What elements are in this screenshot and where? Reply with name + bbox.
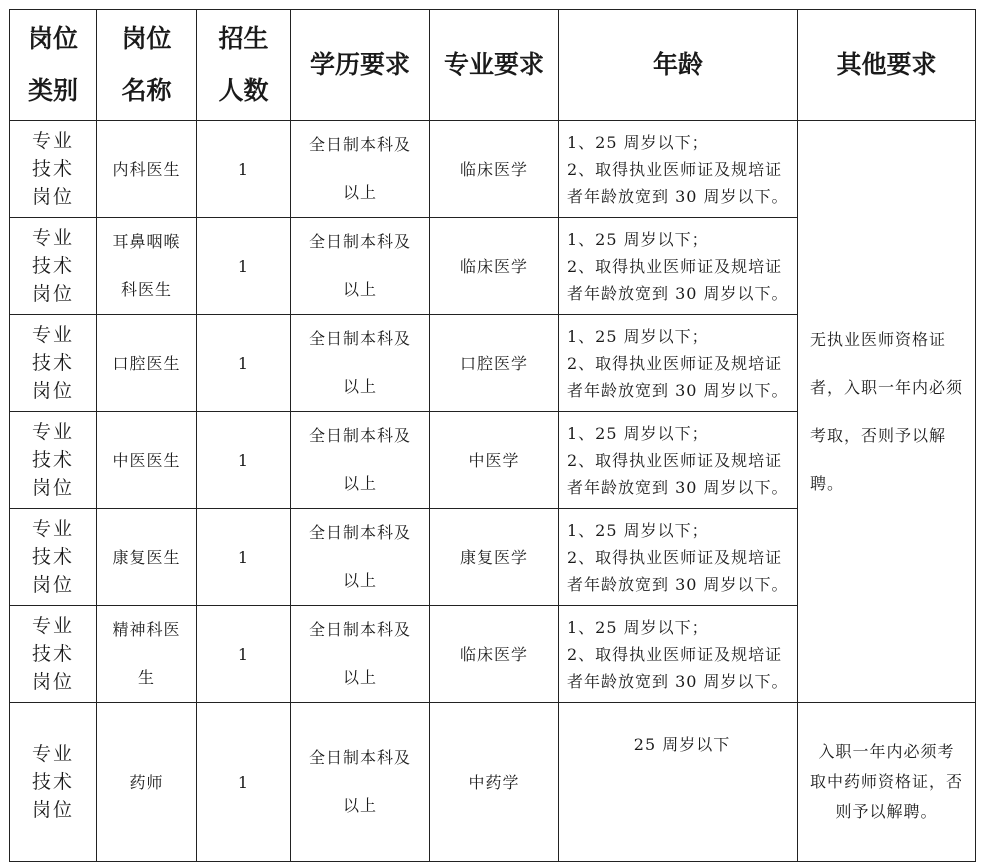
cell-text: 取中药师资格证，否 (809, 772, 963, 791)
cell-category (10, 412, 97, 509)
cell-text: 1、25 周岁以下； (567, 326, 709, 346)
cell-text: 以上 (342, 377, 377, 396)
cell-age (559, 218, 798, 315)
header-major (430, 10, 559, 121)
cell-age (559, 121, 798, 218)
cell-education (291, 703, 430, 862)
cell-text: 全日制本科及 (308, 748, 411, 767)
cell-position-name (97, 121, 197, 218)
cell-age (559, 703, 798, 862)
cell-major: 中药学 (430, 703, 559, 862)
cell-text: 精神科医 (112, 620, 181, 639)
cell-text: 岗位 (31, 671, 74, 693)
cell-text: 25 周岁以下 (633, 735, 731, 754)
cell-text: 岗位 (31, 283, 74, 305)
cell-text: 2、取得执业医师证及规培证 (567, 256, 783, 276)
cell-text: 2、取得执业医师证及规培证 (567, 644, 783, 664)
cell-text: 专业 (31, 518, 74, 540)
cell-major: 临床医学 (430, 121, 559, 218)
cell-text: 技术 (31, 546, 74, 568)
cell-age (559, 606, 798, 703)
cell-text: 全日制本科及 (308, 135, 411, 154)
cell-text: 科医生 (120, 280, 172, 299)
cell-text: 以上 (342, 796, 377, 815)
cell-text: 生 (137, 668, 155, 687)
cell-category (10, 121, 97, 218)
cell-position-name (97, 509, 197, 606)
cell-text: 专业 (31, 324, 74, 346)
cell-text: 技术 (31, 352, 74, 374)
cell-text: 者年龄放宽到 30 周岁以下。 (567, 283, 789, 303)
cell-position-name (97, 412, 197, 509)
cell-position-name (97, 703, 197, 862)
table-row (10, 121, 976, 218)
cell-text: 技术 (31, 643, 74, 665)
cell-text: 1、25 周岁以下； (567, 520, 709, 540)
cell-text: 全日制本科及 (308, 620, 411, 639)
cell-major: 临床医学 (430, 606, 559, 703)
cell-education (291, 509, 430, 606)
cell-major: 中医学 (430, 412, 559, 509)
cell-count: 1 (197, 121, 291, 218)
header-text: 学历要求 (309, 50, 410, 79)
cell-text: 岗位 (31, 380, 74, 402)
cell-text: 以上 (342, 280, 377, 299)
cell-text: 技术 (31, 158, 74, 180)
cell-other-shared (798, 121, 976, 703)
cell-text: 者年龄放宽到 30 周岁以下。 (567, 574, 789, 594)
cell-text: 者年龄放宽到 30 周岁以下。 (567, 186, 789, 206)
cell-education (291, 218, 430, 315)
cell-text: 岗位 (31, 799, 74, 821)
header-text: 岗位 (27, 24, 78, 53)
cell-text: 1、25 周岁以下； (567, 229, 709, 249)
cell-text: 康复医生 (112, 547, 181, 567)
cell-count: 1 (197, 509, 291, 606)
cell-text: 以上 (342, 668, 377, 687)
cell-text: 耳鼻咽喉 (112, 232, 181, 251)
cell-text: 以上 (342, 183, 377, 202)
recruitment-table (9, 9, 976, 862)
cell-text: 全日制本科及 (308, 426, 411, 445)
cell-text: 全日制本科及 (308, 523, 411, 542)
cell-text: 者，入职一年内必须 (810, 377, 964, 397)
cell-position-name (97, 315, 197, 412)
header-text: 岗位 (121, 24, 172, 53)
cell-age (559, 412, 798, 509)
header-other (798, 10, 976, 121)
header-education (291, 10, 430, 121)
cell-text: 以上 (342, 571, 377, 590)
cell-text: 技术 (31, 771, 74, 793)
cell-text: 者年龄放宽到 30 周岁以下。 (567, 671, 789, 691)
cell-text: 技术 (31, 449, 74, 471)
cell-text: 药师 (129, 772, 164, 792)
cell-count: 1 (197, 218, 291, 315)
header-age (559, 10, 798, 121)
cell-text: 2、取得执业医师证及规培证 (567, 159, 783, 179)
cell-count: 1 (197, 412, 291, 509)
cell-text: 2、取得执业医师证及规培证 (567, 547, 783, 567)
cell-text: 则予以解聘。 (835, 802, 938, 821)
cell-text: 全日制本科及 (308, 232, 411, 251)
cell-text: 1、25 周岁以下； (567, 132, 709, 152)
cell-category (10, 315, 97, 412)
cell-text: 岗位 (31, 186, 74, 208)
cell-other-pharmacist (798, 703, 976, 862)
header-category (10, 10, 97, 121)
cell-text: 专业 (31, 130, 74, 152)
cell-education (291, 315, 430, 412)
header-text: 年龄 (652, 50, 703, 79)
cell-count: 1 (197, 606, 291, 703)
header-row (10, 10, 976, 121)
cell-age (559, 509, 798, 606)
header-text: 人数 (218, 76, 269, 105)
cell-text: 聘。 (810, 473, 845, 493)
cell-text: 1、25 周岁以下； (567, 423, 709, 443)
table-row (10, 703, 976, 862)
cell-text: 技术 (31, 255, 74, 277)
cell-category (10, 509, 97, 606)
cell-text: 1、25 周岁以下； (567, 617, 709, 637)
header-text: 名称 (121, 76, 172, 105)
cell-text: 专业 (31, 615, 74, 637)
cell-position-name (97, 218, 197, 315)
cell-text: 内科医生 (112, 159, 181, 179)
cell-major: 临床医学 (430, 218, 559, 315)
cell-education (291, 606, 430, 703)
cell-text: 以上 (342, 474, 377, 493)
cell-text: 岗位 (31, 477, 74, 499)
cell-text: 全日制本科及 (308, 329, 411, 348)
header-text: 招生 (218, 24, 269, 53)
cell-text: 口腔医生 (112, 353, 181, 373)
cell-education (291, 412, 430, 509)
cell-major: 口腔医学 (430, 315, 559, 412)
cell-position-name (97, 606, 197, 703)
cell-text: 2、取得执业医师证及规培证 (567, 353, 783, 373)
cell-text: 中医医生 (112, 450, 181, 470)
cell-education (291, 121, 430, 218)
cell-category (10, 606, 97, 703)
cell-text: 专业 (31, 743, 74, 765)
header-text: 其他要求 (836, 50, 937, 79)
header-text: 专业要求 (443, 50, 544, 79)
cell-text: 岗位 (31, 574, 74, 596)
cell-text: 专业 (31, 227, 74, 249)
cell-text: 专业 (31, 421, 74, 443)
cell-count: 1 (197, 315, 291, 412)
cell-text: 无执业医师资格证 (810, 329, 947, 349)
cell-count: 1 (197, 703, 291, 862)
cell-text: 者年龄放宽到 30 周岁以下。 (567, 477, 789, 497)
header-position-name (97, 10, 197, 121)
cell-text: 者年龄放宽到 30 周岁以下。 (567, 380, 789, 400)
cell-age (559, 315, 798, 412)
cell-category (10, 703, 97, 862)
cell-text: 考取，否则予以解 (810, 425, 947, 445)
cell-category (10, 218, 97, 315)
header-count (197, 10, 291, 121)
cell-text: 入职一年内必须考 (818, 742, 955, 761)
header-text: 类别 (27, 76, 78, 105)
cell-text: 2、取得执业医师证及规培证 (567, 450, 783, 470)
cell-major: 康复医学 (430, 509, 559, 606)
